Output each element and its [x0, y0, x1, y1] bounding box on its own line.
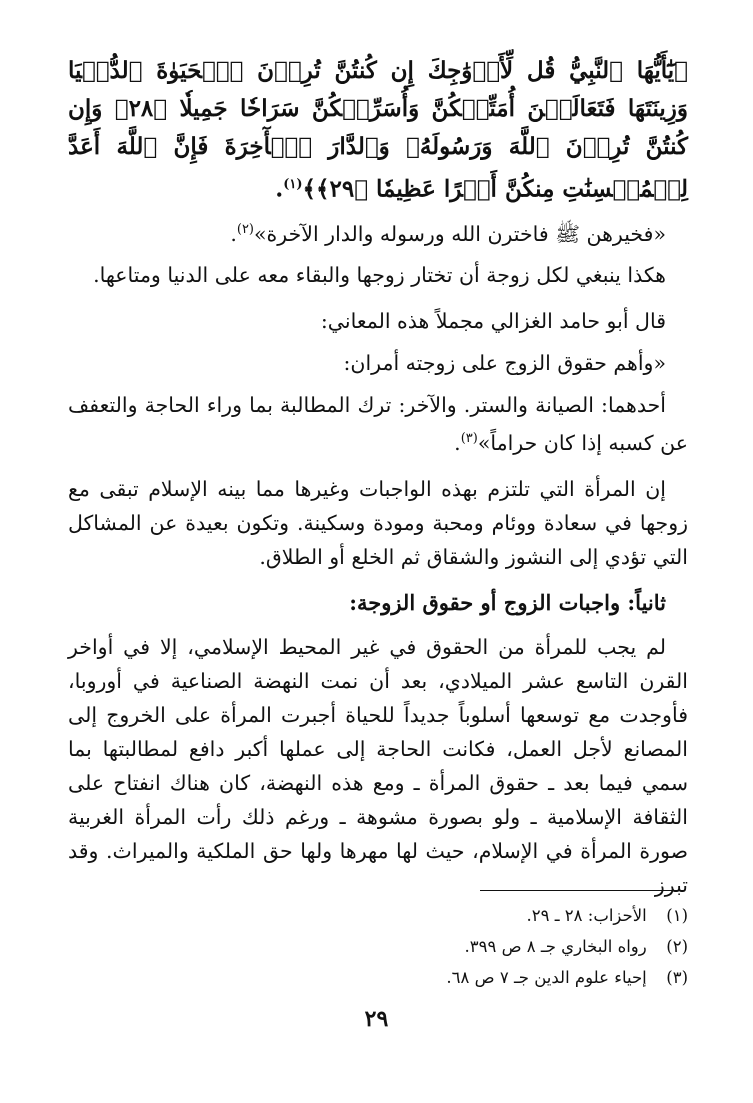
verse-footnote-ref: (١) [283, 177, 303, 192]
footnote: (٢) رواه البخاري جـ ٨ ص ٣٩٩. [464, 937, 688, 956]
footnote-ref: (٣) [460, 431, 478, 447]
footnote: (١) الأحزاب: ٢٨ ـ ٢٩. [526, 906, 688, 925]
paragraph: إن المرأة التي تلتزم بهذه الواجبات وغيرها مما بينه الإسلام تبقى مع زوجها في سعادة ووئام ومحبة ومودة وسكينة. وتكون بعيدة عن المشاكل التي تؤدي إلى النشوز والشقاق ثم الخلع أو الطلاق. [68, 477, 688, 570]
paragraph: قال أبو حامد الغزالي مجملاً هذه المعاني: [320, 309, 666, 334]
paragraph: لم يجب للمرأة من الحقوق في غير المحيط الإسلامي، إلا في أواخر القرن التاسع عشر الميلادي، بعد أن نمت النهضة الصناعية في أوروبا، فأوجدت مع توسعها أسلوباً جديداً للحياة أجبرت المرأة على الخروج إلى المصانع لأجل العمل، فكانت الحاجة إلى عملها أكبر دافع لمطالبتها بما سمي فيما بعد ـ حقوق المرأة ـ ومع هذه النهضة، كان هناك انفتاح على الثقافة الإسلامية ـ ولو بصورة مشوهة ـ ورغم ذلك رأت المرأة الغربية صورة المرأة في الإسلام، حيث لها مهرها ولها حق الملكية والميراث. وقد تبرز [68, 635, 688, 898]
section-heading: ثانياً: واجبات الزوج أو حقوق الزوجة: [349, 590, 666, 616]
verse-text: ﴿يَٰٓأَيُّهَا ٱلنَّبِيُّ قُل لِّأَزۡوَٰجِكَ إِن كُنتُنَّ تُرِدۡنَ ٱلۡحَيَوٰةَ ٱلدُّنۡيَا وَزِينَتَهَا فَتَعَالَيۡنَ أُمَتِّعۡكُنَّ وَأُسَرِّحۡكُنَّ سَرَاحٗا جَمِيلٗا ﴿٢٨﴾ وَإِن كُنتُنَّ تُرِدۡنَ ٱللَّهَ وَرَسُولَهُۥ وَٱلدَّارَ ٱلۡأٓخِرَةَ فَإِنَّ ٱللَّهَ أَعَدَّ لِلۡمُحۡسِنَٰتِ مِنكُنَّ أَجۡرًا عَظِيمٗا ﴿٢٩﴾﴾ [68, 57, 689, 203]
paragraph: أحدهما: الصيانة والستر. والآخر: ترك المطالبة بما وراء الحاجة والتعفف عن كسبه إذا كان حراماً»$^{(٣)}$. [68, 393, 688, 456]
footnote-ref: (٢) [236, 221, 254, 237]
paragraph: «وأهم حقوق الزوج على زوجته أمران: [343, 351, 666, 376]
paragraph: هكذا ينبغي لكل زوجة أن تختار زوجها والبقاء معه على الدنيا ومتاعها. [93, 263, 666, 288]
footnote: (٣) إحياء علوم الدين جـ ٧ ص ٦٨. [446, 968, 688, 987]
footnote-separator [480, 890, 685, 891]
quran-verse: ﴿يَٰٓأَيُّهَا ٱلنَّبِيُّ قُل لِّأَزۡوَٰجِكَ إِن كُنتُنَّ تُرِدۡنَ ٱلۡحَيَوٰةَ ٱلدُّنۡيَا وَزِينَتَهَا فَتَعَالَيۡنَ أُمَتِّعۡكُنَّ وَأُسَرِّحۡكُنَّ سَرَاحٗا جَمِيلٗا ﴿٢٨﴾ وَإِن كُنتُنَّ تُرِدۡنَ ٱللَّهَ وَرَسُولَهُۥ وَٱلدَّارَ ٱلۡأٓخِرَةَ فَإِنَّ ٱللَّهَ أَعَدَّ لِلۡمُحۡسِنَٰتِ مِنكُنَّ أَجۡرًا عَظِيمٗا ﴿٢٩﴾﴾$^{(١)}$. [68, 57, 689, 203]
footnotes [68, 900, 688, 993]
page-number: ٢٩ [364, 1006, 389, 1032]
main-text [68, 52, 688, 914]
hadith-quote: «فخيرهن ﷺ فاخترن الله ورسوله والدار الآخرة»$^{(٢)}$. [230, 221, 666, 246]
